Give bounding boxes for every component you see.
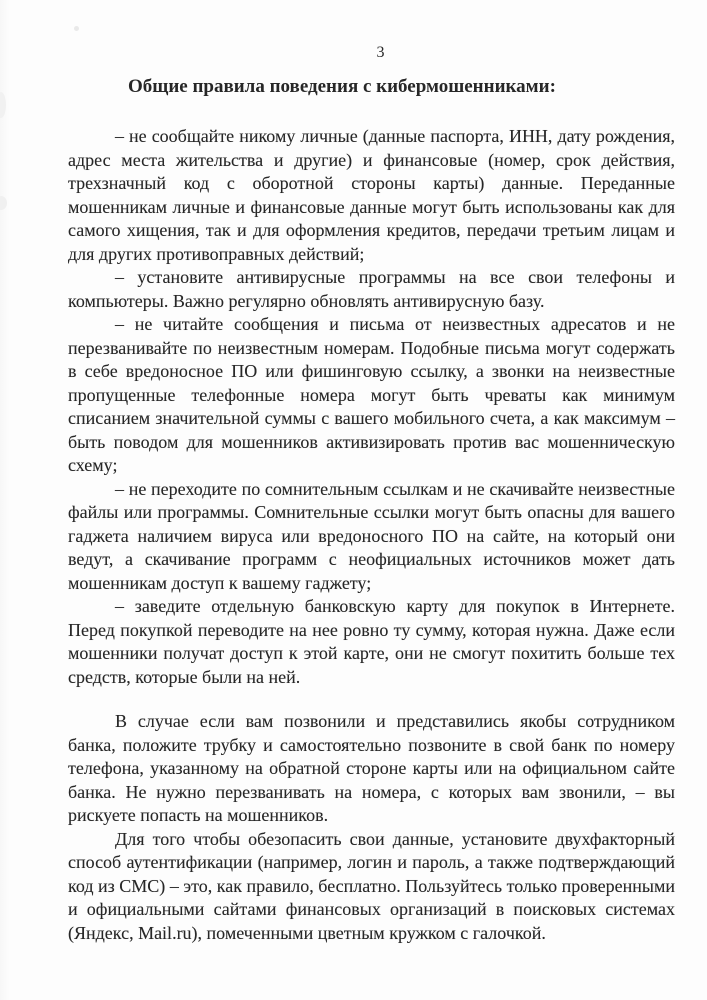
paragraph-rule-separate-card: – заведите отдельную банковскую карту для покупок в Интернете. Перед покупкой переводите на нее ровно ту сумму, которая нужна. Даже если мошенники получат доступ к этой карте, они не смогут похитить больше тех средств, которые были на ней.	[68, 596, 675, 687]
paragraph-bank-call-advice: В случае если вам позвонили и представились якобы сотрудником банка, положите трубку и самостоятельно позвоните в свой банк по номеру телефона, указанному на обратной стороне карты или на официальном сайте банка. Не нужно перезванивать на номера, с которых вам звонили, – вы рискуете попасть на мошенников.	[68, 711, 675, 825]
document-heading: Общие правила поведения с кибермошенниками:	[128, 76, 556, 97]
scan-artifact	[0, 196, 7, 210]
scan-artifact	[74, 26, 79, 31]
scan-artifact	[0, 92, 6, 118]
paragraph-rule-suspicious-links: – не переходите по сомнительным ссылкам и не скачивайте неизвестные файлы или программы. Сомнительные ссылки могут быть опасны для вашего гаджета наличием вируса или вредоносного ПО на сайте, на который они ведут, а скачивание программ с неофициальных источников может дать мошенникам доступ к вашему гаджету;	[68, 478, 675, 593]
page-number: 3	[376, 44, 385, 61]
paragraph-rule-personal-data: – не сообщайте никому личные (данные паспорта, ИНН, дату рождения, адрес места жительства и другие) и финансовые (номер, срок действия, трехзначный код с оборотной стороны карты) данные. Переданные мошенникам личные и финансовые данные могут быть использованы как для самого хищения, так и для оформления кредитов, передачи третьим лицам и для других противоправных действий;	[68, 126, 675, 264]
document-body	[68, 125, 675, 945]
paragraph-rule-antivirus: – установите антивирусные программы на все свои телефоны и компьютеры. Важно регулярно обновлять антивирусную базу.	[68, 267, 675, 311]
paragraph-two-factor-advice: Для того чтобы обезопасить свои данные, установите двухфакторный способ аутентификации (например, логин и пароль, а также подтверждающий код из СМС) – это, как правило, бесплатно. Пользуйтесь только проверенными и официальными сайтами финансовых организаций в поисковых системах (Яндекс, Mail.ru), помеченными цветным кружком с галочкой.	[68, 828, 675, 943]
paragraph-rule-unknown-senders: – не читайте сообщения и письма от неизвестных адресатов и не перезванивайте по неизвестным номерам. Подобные письма могут содержать в себе вредоносное ПО или фишинговую ссылку, а звонки на неизвестные пропущенные телефонные номера могут быть чреваты как минимум списанием значительной суммы с вашего мобильного счета, а как максимум – быть поводом для мошенников активизировать против вас мошенническую схему;	[68, 314, 675, 475]
